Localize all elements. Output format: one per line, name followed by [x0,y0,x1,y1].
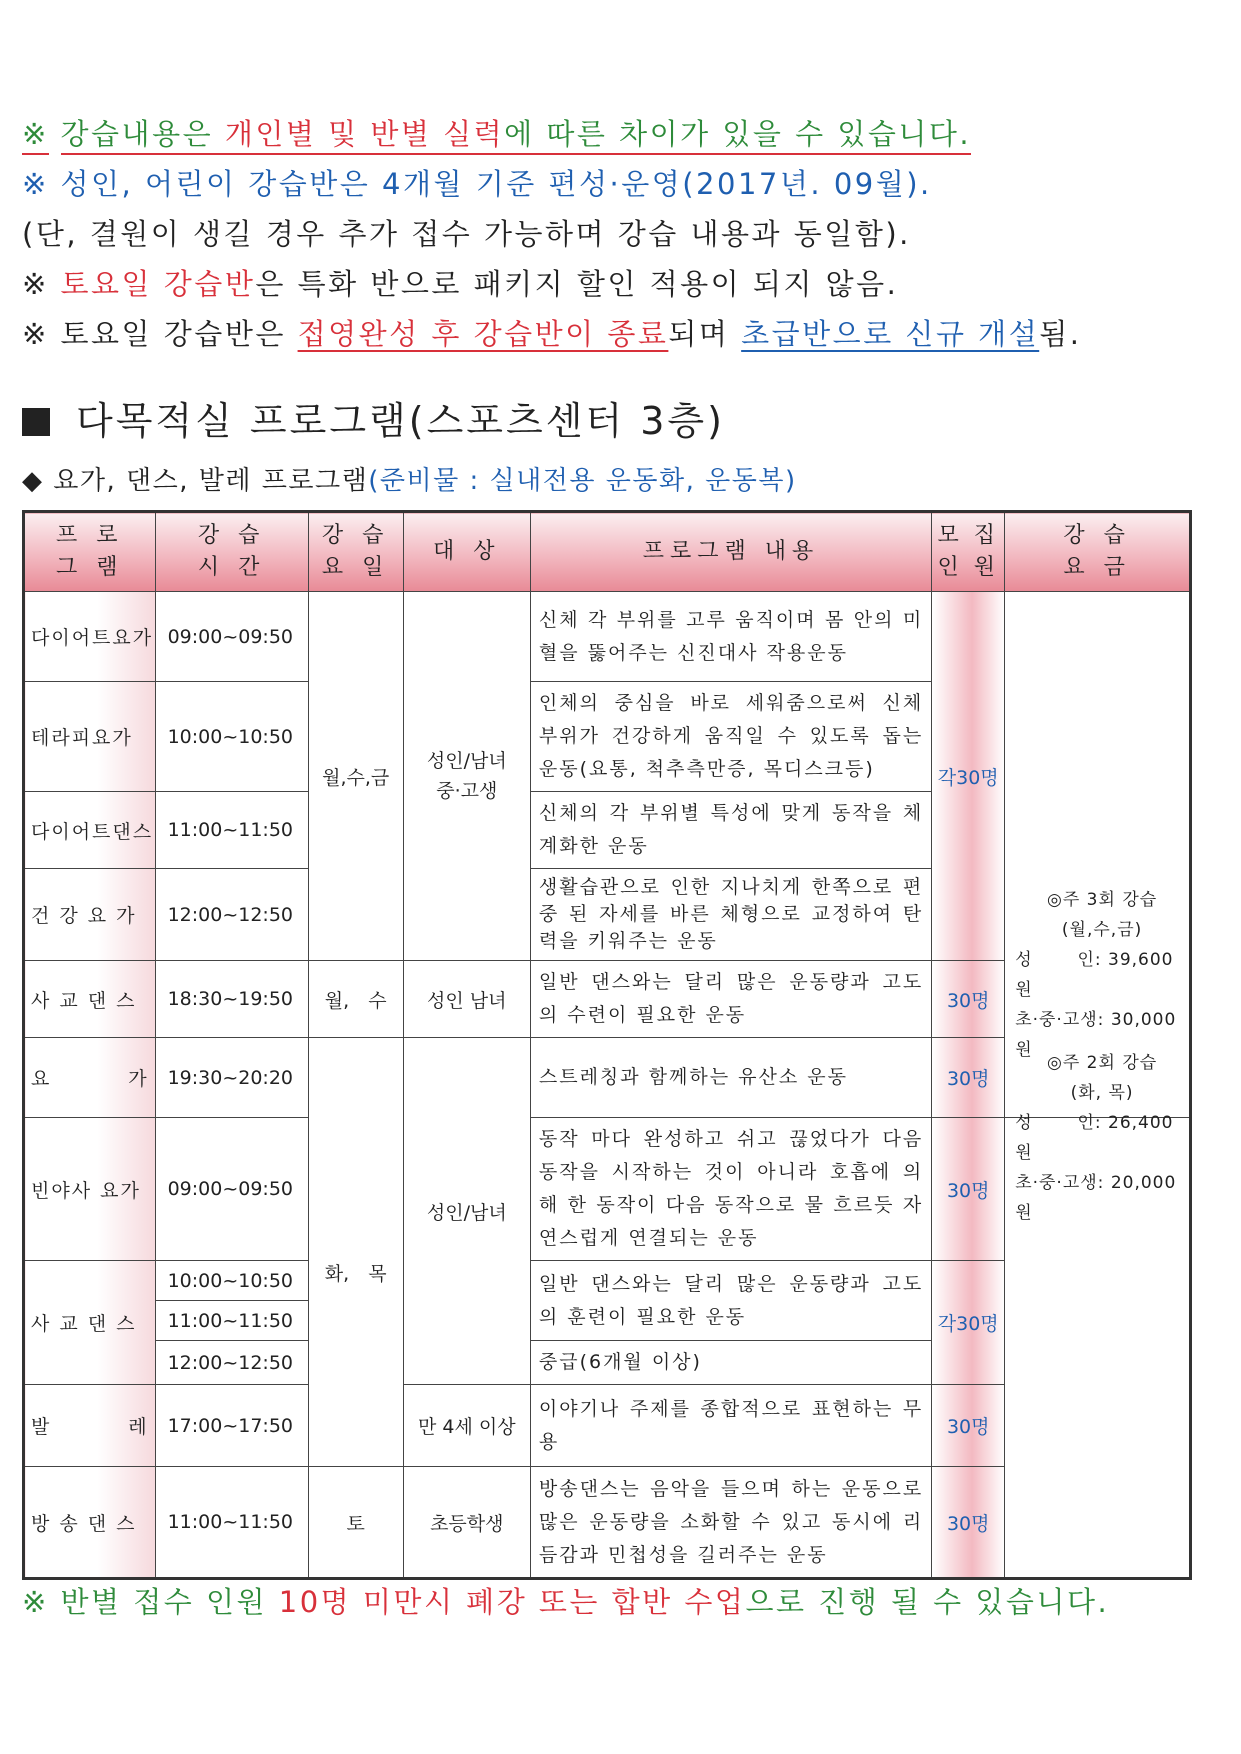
notice-highlight: 토요일 강습반 [60,267,256,301]
header-fee: 강 습 요 금 [1005,512,1191,592]
program-content: 신체의 각 부위별 특성에 맞게 동작을 체계화한 운동 [530,792,931,869]
notice-saturday-discount [22,262,898,303]
program-content: 동작 마다 완성하고 쉬고 끊었다가 다음 동작을 시작하는 것이 아니라 호흡에 의해 한 동작이 다음 동작으로 물 흐르듯 자연스럽게 연결되는 운동 [530,1118,931,1261]
class-time: 09:00~09:50 [155,1118,308,1261]
notice-text: 으로 진행 될 수 있습니다. [745,1585,1110,1619]
notice-vacancy [22,212,911,253]
target: 만 4세 이상 [403,1385,530,1467]
subsection-title [22,460,797,497]
class-time: 09:00~09:50 [155,592,308,682]
program-name: 다이어트댄스 [24,792,156,869]
class-time: 17:00~17:50 [155,1385,308,1467]
header-day: 강 습 요 일 [308,512,403,592]
program-name: 빈야사 요가 [24,1118,156,1261]
class-day: 월, 수 [308,961,403,1038]
notice-content-variation [22,112,971,153]
notice-mark: ※ [22,167,49,201]
class-time: 18:30~19:50 [155,961,308,1038]
notice-class-schedule [22,162,932,203]
header-program: 프 로 그 램 [24,512,156,592]
table-row [24,1118,1191,1261]
program-name: 다이어트요가 [24,592,156,682]
capacity: 30명 [932,961,1005,1038]
class-time: 12:00~12:50 [155,1341,308,1385]
program-content: 스트레칭과 함께하는 유산소 운동 [530,1038,931,1118]
notice-mark: ※ [22,267,49,301]
program-name: 사 교 댄 스 [24,1261,156,1385]
header-time: 강 습 시 간 [155,512,308,592]
notice-saturday-end [22,312,1081,353]
section-title [22,390,725,445]
capacity: 30명 [932,1385,1005,1467]
notice-text: 은 특화 반으로 패키지 할인 적용이 되지 않음. [255,267,899,301]
square-bullet-icon [22,408,50,436]
notice-highlight: 개인별 및 반별 실력 [225,117,504,155]
header-capacity: 모 집 인 원 [932,512,1005,592]
subsection-title-text: 요가, 댄스, 발레 프로그램 [53,466,369,496]
target: 성인/남녀 중·고생 [403,592,530,961]
class-time: 12:00~12:50 [155,869,308,961]
capacity: 30명 [932,1038,1005,1118]
program-content: 일반 댄스와는 달리 많은 운동량과 고도의 훈련이 필요한 운동 [530,1261,931,1341]
program-table [22,510,1192,1580]
notice-mark: ※ [22,1585,49,1619]
notice-highlight-blue: 초급반으로 신규 개설 [741,317,1040,351]
capacity: 30명 [932,1118,1005,1261]
program-content: 이야기나 주제를 종합적으로 표현하는 무용 [530,1385,931,1467]
program-name: 방 송 댄 스 [24,1467,156,1579]
target: 성인 남녀 [403,961,530,1038]
target: 성인/남녀 [403,1038,530,1385]
program-content: 생활습관으로 인한 지나치게 한쪽으로 편중 된 자세를 바른 체형으로 교정하여 탄력을 키워주는 운동 [530,869,931,961]
capacity: 30명 [932,1467,1005,1579]
notice-text: 됨. [1039,317,1082,351]
subsection-supplies: (준비물 : 실내전용 운동화, 운동복) [368,466,797,496]
class-time: 10:00~10:50 [155,1261,308,1301]
program-content: 방송댄스는 음악을 들으며 하는 운동으로 많은 운동량을 소화할 수 있고 동시에 리듬감과 민첩성을 길러주는 운동 [530,1467,931,1579]
class-time: 10:00~10:50 [155,682,308,792]
notice-text: 에 따른 차이가 있을 수 있습니다. [504,117,971,155]
capacity: 각30명 [932,592,1005,961]
program-name: 사 교 댄 스 [24,961,156,1038]
notice-text: 토요일 강습반은 [60,317,298,351]
program-content: 중급(6개월 이상) [530,1341,931,1385]
program-content: 신체 각 부위를 고루 움직이며 몸 안의 미혈을 뚫어주는 신진대사 작용운동 [530,592,931,682]
class-day: 월,수,금 [308,592,403,961]
program-name: 테라피요가 [24,682,156,792]
notice-text: 성인, 어린이 강습반은 4개월 기준 편성·운영(2017년. 09월). [60,167,932,201]
fee-weekly-2: ◎주 2회 강습 (화, 목) 성 인: 26,400원 초·중·고생: 20,000원 [1005,1118,1191,1579]
diamond-bullet-icon: ◆ [22,466,44,496]
notice-text: 강습내용은 [61,117,225,155]
section-title-text: 다목적실 프로그램(스포츠센터 3층) [76,399,725,443]
notice-highlight: 접영완성 후 강습반이 종료 [297,317,669,351]
class-day: 화, 목 [308,1038,403,1467]
notice-mark: ※ [22,317,49,351]
table-header-row [24,512,1191,592]
class-day: 토 [308,1467,403,1579]
notice-text: 반별 접수 인원 [60,1585,279,1619]
capacity: 각30명 [932,1261,1005,1385]
program-name: 요 가 [24,1038,156,1118]
program-name: 건 강 요 가 [24,869,156,961]
footer-notice [22,1580,1109,1621]
program-content: 인체의 중심을 바로 세워줌으로써 신체 부위가 건강하게 움직일 수 있도록 돕는 운동(요통, 척추측만증, 목디스크등) [530,682,931,792]
program-name: 발 레 [24,1385,156,1467]
header-content: 프로그램 내용 [530,512,931,592]
class-time: 11:00~11:50 [155,1467,308,1579]
notice-text: 되며 [668,317,742,351]
program-content: 일반 댄스와는 달리 많은 운동량과 고도의 수련이 필요한 운동 [530,961,931,1038]
class-time: 11:00~11:50 [155,1301,308,1341]
notice-highlight: 10명 미만시 폐강 또는 합반 수업 [278,1585,746,1619]
class-time: 19:30~20:20 [155,1038,308,1118]
notice-mark: ※ [22,117,49,155]
table-row [24,592,1191,682]
target: 초등학생 [403,1467,530,1579]
fee-weekly-3: ◎주 3회 강습 (월,수,금) 성 인: 39,600원 초·중·고생: 30,000원 [1005,592,1191,1118]
header-target: 대 상 [403,512,530,592]
notice-text: (단, 결원이 생길 경우 추가 접수 가능하며 강습 내용과 동일함). [22,217,911,251]
class-time: 11:00~11:50 [155,792,308,869]
